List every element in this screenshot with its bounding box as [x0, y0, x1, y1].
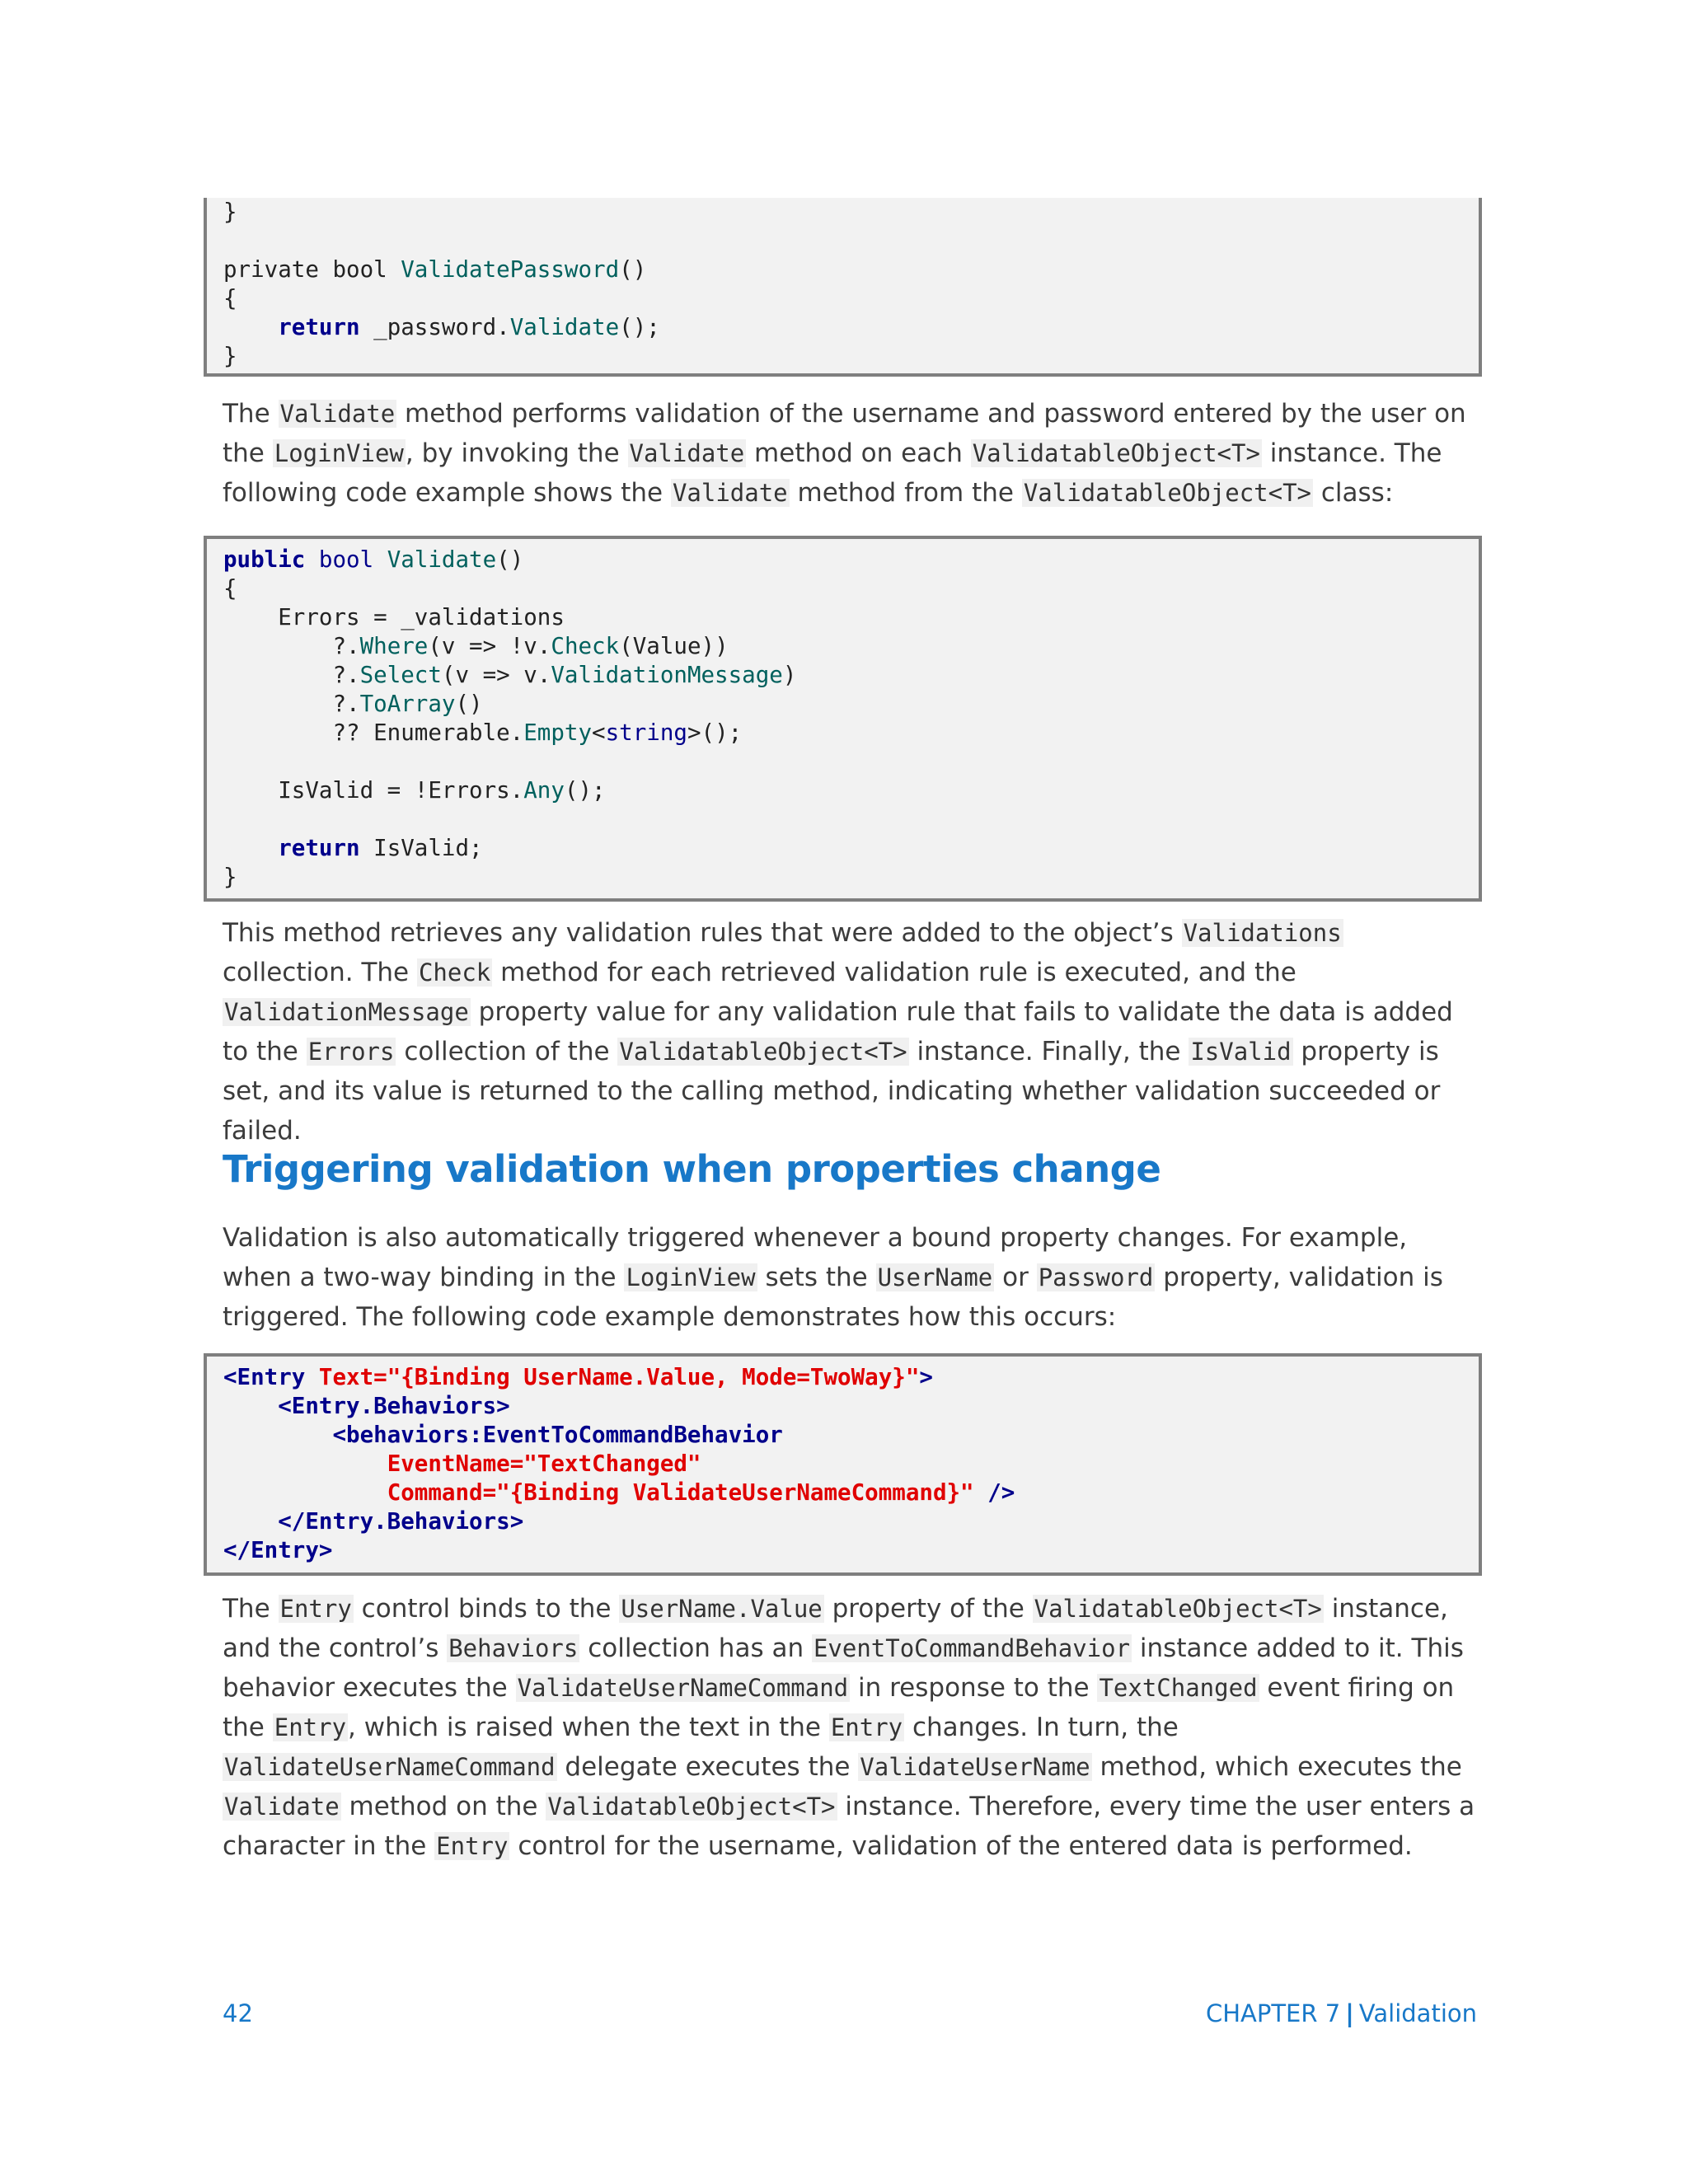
page-number: 42: [223, 1999, 253, 2027]
inline-code: ValidatableObject<T>: [1023, 479, 1312, 507]
code-line: Command="{Binding ValidateUserNameCommand}" />: [387, 1479, 1015, 1506]
text: The: [223, 1594, 279, 1624]
text: instance. The following code example shows the: [223, 438, 1442, 508]
code-line: ?.Select(v => v.ValidationMessage): [223, 662, 797, 688]
inline-code: EventToCommandBehavior: [813, 1634, 1131, 1662]
text: instance added to it. This behavior executes the: [223, 1633, 1464, 1703]
code-line: ?.Where(v => !v.Check(Value)): [223, 633, 729, 659]
code-line: [223, 227, 1462, 255]
inline-code: ValidationMessage: [224, 998, 469, 1026]
chapter-title: Validation: [1358, 1999, 1477, 2027]
code-line: {: [223, 285, 237, 312]
code-line: Errors = _validations: [223, 604, 565, 630]
text: This method retrieves any validation rules that were added to the object’s: [223, 918, 1182, 948]
inline-code: IsValid: [1190, 1038, 1292, 1066]
inline-code: ValidatableObject<T>: [972, 439, 1260, 467]
inline-code: Entry: [274, 1713, 347, 1741]
code-line: {: [223, 575, 237, 602]
inline-code: ValidatableObject<T>: [547, 1793, 836, 1821]
text: instance, and the control’s: [223, 1594, 1448, 1663]
code-line: <Entry Text="{Binding UserName.Value, Mode=TwoWay}">: [223, 1364, 933, 1390]
inline-code: Entry: [279, 1595, 352, 1623]
inline-code: Errors: [307, 1038, 395, 1066]
section-heading: Triggering validation when properties change: [223, 1147, 1161, 1191]
text: sets the: [757, 1263, 876, 1292]
code-line: }: [223, 199, 237, 225]
code-line: </Entry.Behaviors>: [278, 1508, 524, 1535]
text: instance. Finally, the: [908, 1037, 1189, 1066]
paragraph-trigger-intro: [223, 1218, 1477, 1337]
text: The: [223, 399, 279, 429]
inline-code: Check: [418, 958, 491, 987]
inline-code: Validate: [672, 479, 788, 507]
text: control for the username, validation of the entered data is performed.: [509, 1831, 1413, 1861]
code-line: EventName="TextChanged": [387, 1451, 701, 1477]
code-line: }: [223, 343, 237, 369]
code-line: IsValid = !Errors.Any();: [223, 777, 606, 804]
inline-code: LoginView: [274, 439, 404, 467]
code-block-validate-method: [204, 536, 1482, 902]
text: method on the: [340, 1792, 546, 1821]
code-line: return _password.Validate();: [278, 314, 660, 340]
paragraph-entry-explanation: [223, 1589, 1477, 1866]
inline-code: Validate: [224, 1793, 340, 1821]
text: event firing on the: [223, 1673, 1455, 1742]
inline-code: TextChanged: [1099, 1674, 1258, 1702]
inline-code: UserName.Value: [621, 1595, 823, 1623]
chapter-footer: [1206, 1999, 1477, 2027]
inline-code: ValidateUserName: [860, 1753, 1090, 1781]
inline-code: Entry: [830, 1713, 903, 1741]
text: method on each: [746, 438, 971, 468]
text: collection has an: [579, 1633, 812, 1663]
code-line: ?.ToArray(): [223, 691, 483, 717]
inline-code: ValidatableObject<T>: [1034, 1595, 1322, 1623]
inline-code: ValidatableObject<T>: [619, 1038, 907, 1066]
text: collection of the: [396, 1037, 618, 1066]
code-block-xaml-entry: [204, 1353, 1482, 1576]
inline-code: ValidateUserNameCommand: [224, 1753, 556, 1781]
text: changes. In turn, the: [904, 1713, 1179, 1742]
text: property value for any validation rule that fails to validate the data is added to the: [223, 997, 1453, 1066]
code-line: public bool Validate(): [223, 546, 524, 573]
code-line: [223, 748, 1462, 776]
inline-code: LoginView: [626, 1263, 756, 1291]
text: property of the: [823, 1594, 1033, 1624]
text: property, validation is triggered. The following code example demonstrates how this occurs:: [223, 1263, 1443, 1332]
text: method performs validation of the username and password entered by the user on the: [223, 399, 1466, 468]
code-line: private bool ValidatePassword(): [223, 256, 647, 283]
inline-code: Entry: [436, 1832, 509, 1860]
text: Validation is also automatically triggered whenever a bound property changes. For example, when a two-way binding in the: [223, 1223, 1408, 1292]
code-line: [223, 805, 1462, 834]
footer-separator: |: [1345, 1999, 1354, 2027]
text: method, which executes the: [1091, 1752, 1462, 1782]
text: collection. The: [223, 958, 417, 987]
chapter-label: CHAPTER 7: [1205, 1999, 1341, 2027]
code-line: ?? Enumerable.Empty<string>();: [223, 719, 743, 746]
code-block-validate-password: [204, 198, 1482, 377]
inline-code: UserName: [877, 1263, 993, 1291]
inline-code: Validate: [279, 400, 396, 428]
text: method from the: [789, 478, 1022, 508]
code-line: <behaviors:EventToCommandBehavior: [332, 1422, 783, 1448]
text: or: [994, 1263, 1037, 1292]
text: instance. Therefore, every time the user enters a character in the: [223, 1792, 1475, 1861]
text: property is set, and its value is returned to the calling method, indicating whether validation succeeded or failed.: [223, 1037, 1441, 1146]
paragraph-validate-intro: [223, 394, 1477, 513]
text: control binds to the: [353, 1594, 620, 1624]
inline-code: Validate: [629, 439, 745, 467]
text: class:: [1313, 478, 1394, 508]
inline-code: Behaviors: [448, 1634, 579, 1662]
code-line: return IsValid;: [278, 835, 483, 861]
inline-code: Validations: [1183, 919, 1342, 947]
code-line: }: [223, 864, 237, 890]
text: method for each retrieved validation rule is executed, and the: [492, 958, 1296, 987]
paragraph-validate-explanation: [223, 913, 1477, 1151]
text: , which is raised when the text in the: [348, 1713, 829, 1742]
text: , by invoking the: [405, 438, 628, 468]
text: in response to the: [850, 1673, 1098, 1703]
code-line: <Entry.Behaviors>: [278, 1393, 510, 1419]
text: delegate executes the: [556, 1752, 859, 1782]
inline-code: ValidateUserNameCommand: [517, 1674, 849, 1702]
code-line: </Entry>: [223, 1537, 333, 1563]
inline-code: Password: [1038, 1263, 1154, 1291]
